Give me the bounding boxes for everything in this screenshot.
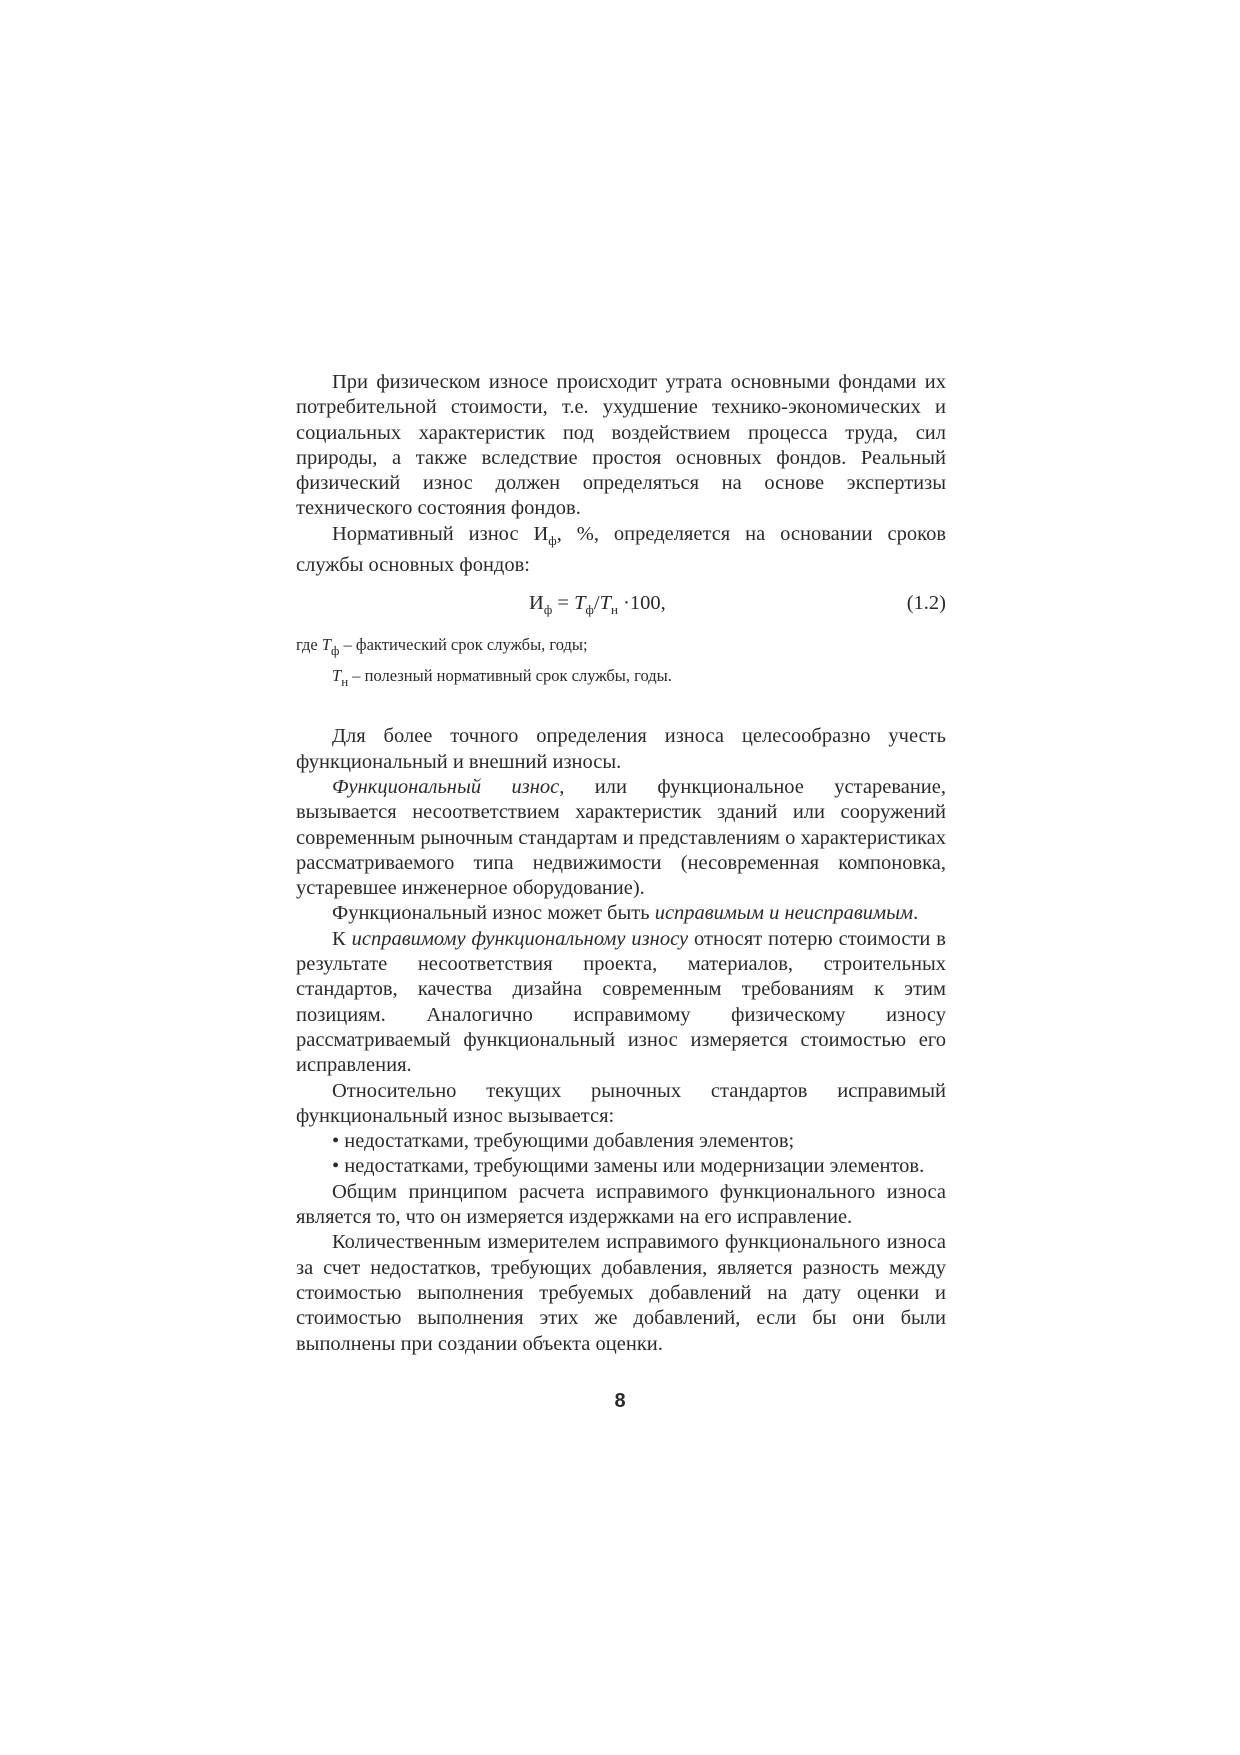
paragraph-functional-wear: Функциональный износ, или функциональное устаревание, вызывается несоответствием характеристик зданий или сооружений современным рыночным стандартам и представлениям о характеристиках рассматриваемого типа недвижимости (несовременная компоновка, устаревшее инженерное оборудование). [296, 775, 946, 900]
paragraph-calculation-principle: Общим принципом расчета исправимого функционального износа является то, что он измеряется издержками на его исправление. [296, 1180, 946, 1229]
paragraph-precise-wear: Для более точного определения износа целесообразно учесть функциональный и внешний износы. [296, 725, 946, 773]
list-item: • недостатками, требующими добавления элементов; [332, 1130, 795, 1153]
paragraph-market-standards: Относительно текущих рыночных стандартов исправимый функциональный износ вызывается: [296, 1079, 946, 1127]
formula-number: (1.2) [906, 592, 946, 615]
page-body [296, 370, 946, 1357]
formula-1-2 [296, 586, 946, 632]
paragraph-quantitative-measure: Количественным измерителем исправимого функционального износа за счет недостатков, требующих добавления, является разность между стоимостью выполнения требуемых добавлений на дату оценки и стоимостью выполнения этих же добавлений, если бы они были выполнены при создании объекта оценки. [296, 1231, 946, 1355]
formula-legend [296, 632, 946, 694]
paragraph-physical-wear: При физическом износе происходит утрата основными фондами их потребительной стоимости, т.е. ухудшение технико-экономических и социальных характеристик под воздействием процесса труда, сил природы, а также вследствие простоя основных фондов. Реальный физический износ должен определяться на основе экспертизы технического состояния фондов. [296, 371, 946, 520]
paragraph-normative-wear: Нормативный износ $И_ф$, %, определяется на основании сроков службы основных фондов: [296, 522, 947, 577]
list-item: • недостатками, требующими замены или модернизации элементов. [332, 1155, 925, 1178]
page-number: 8 [614, 1390, 626, 1412]
formula-expression: $И_ф = T_ф/T_н \cdot 100$, [529, 592, 666, 618]
legend-row-actual: где $T_ф$ – фактический срок службы, годы; [296, 635, 588, 659]
legend-row-normative: $T_н$ – полезный нормативный срок службы, годы. [332, 666, 672, 690]
paragraph-functional-types: Функциональный износ может быть исправимым и неисправимым. [332, 902, 919, 925]
paragraph-correctable-wear: К исправимому функциональному износу относят потерю стоимости в результате несоответствия проекта, материалов, строительных стандартов, качества дизайна современным требованиям к этим позициям. Аналогично исправимому физическому износу рассматриваемый функциональный износ измеряется стоимостью его исправления. [296, 927, 946, 1077]
